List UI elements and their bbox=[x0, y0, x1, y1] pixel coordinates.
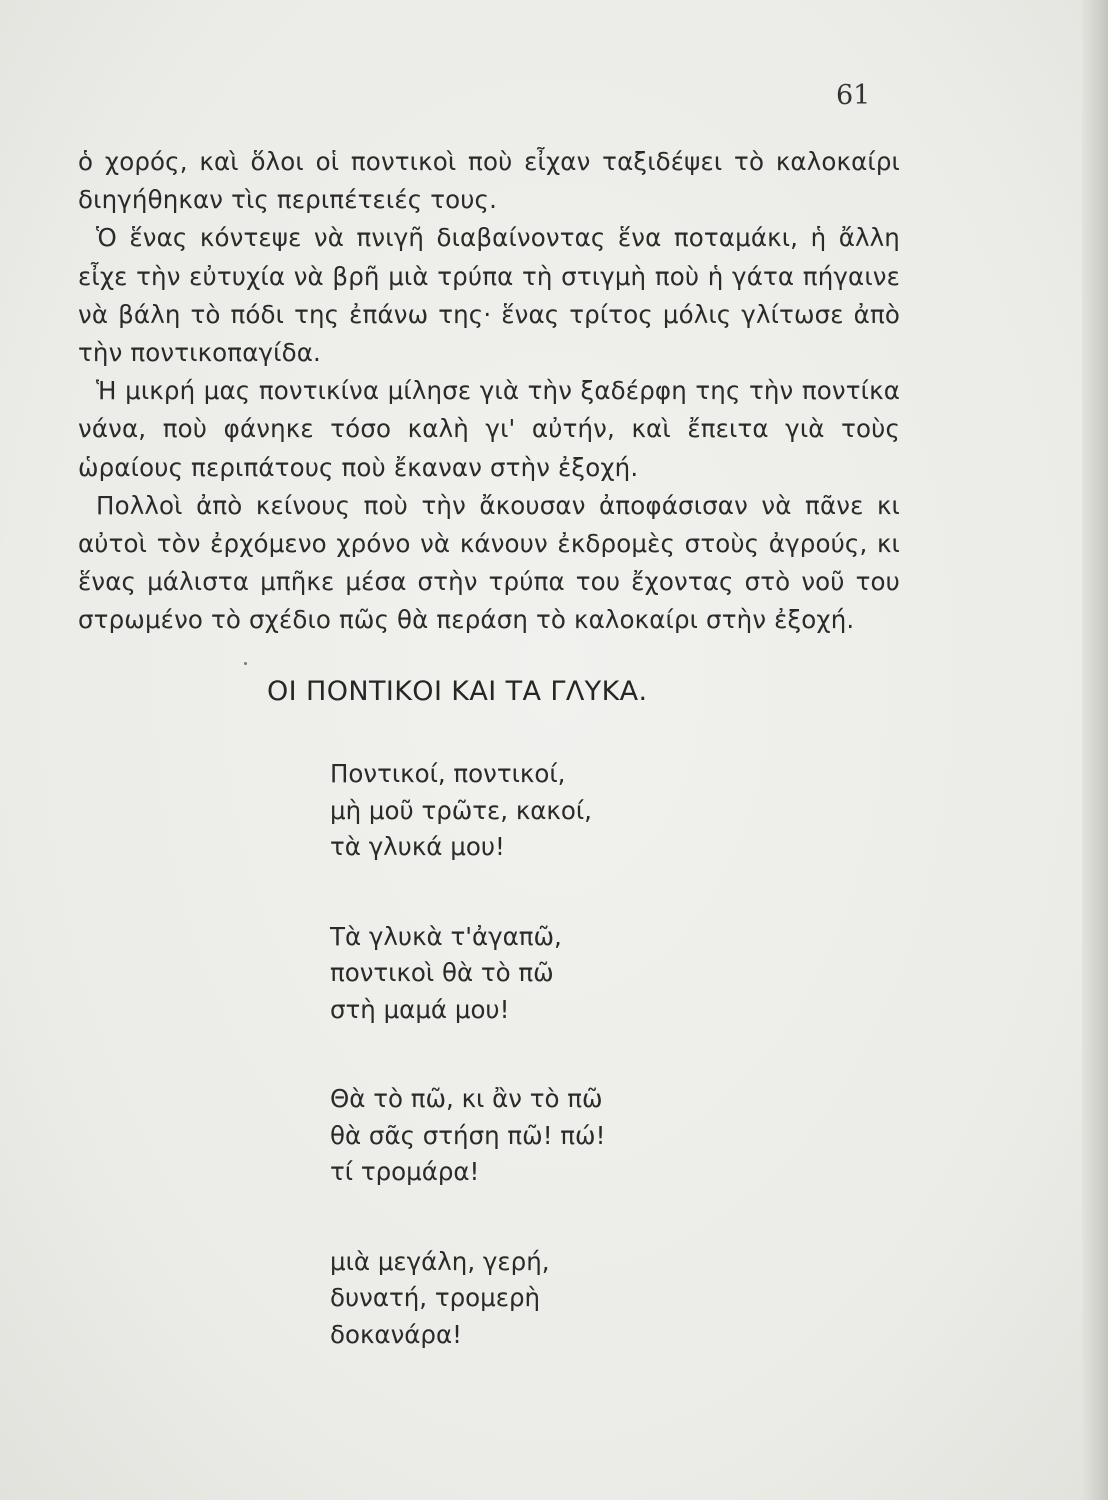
poem bbox=[330, 756, 605, 1406]
poem-stanza bbox=[330, 1244, 605, 1354]
poem-line: θὰ σᾶς στήση πῶ! πώ! bbox=[330, 1120, 606, 1150]
poem-line: Ποντικοί, ποντικοί, bbox=[330, 759, 566, 788]
poem-stanza bbox=[330, 756, 605, 866]
poem-line: δυνατή, τρομερὴ bbox=[330, 1283, 541, 1312]
poem-line: τί τρομάρα! bbox=[330, 1157, 480, 1186]
poem-line: μὴ μοῦ τρῶτε, κακοί, bbox=[330, 795, 592, 825]
poem-title: ΟΙ ΠΟΝΤΙΚΟΙ ΚΑΙ ΤΑ ΓΛΥΚΑ. bbox=[267, 676, 648, 707]
paragraph: Πολλοὶ ἀπὸ κείνους ποὺ τὴν ἄκουσαν ἀποφάσισαν νὰ πᾶνε κι αὐτοὶ τὸν ἐρχόμενο χρόνο νὰ κάνουν ἐκδρομὲς στοὺς ἀγρούς, κι ἕνας μάλιστα μπῆκε μέσα στὴν τρύπα του ἔχοντας στὸ νοῦ του στρωμένο τὸ σχέδιο πῶς θὰ περάση τὸ καλοκαίρι στὴν ἐξοχή. bbox=[78, 490, 900, 635]
poem-line: Τὰ γλυκὰ τ'ἀγαπῶ, bbox=[330, 921, 562, 951]
poem-line: τὰ γλυκά μου! bbox=[330, 832, 505, 861]
poem-line: στὴ μαμά μου! bbox=[330, 994, 510, 1024]
poem-stanza bbox=[330, 919, 605, 1029]
paragraph: ὁ χορός, καὶ ὅλοι οἱ ποντικοὶ ποὺ εἶχαν ταξιδέψει τὸ καλοκαίρι διηγήθηκαν τὶς περιπέτειές τους. bbox=[78, 147, 900, 215]
poem-line: ποντικοὶ θὰ τὸ πῶ bbox=[330, 958, 554, 987]
paragraph: Ἡ μικρή μας ποντικίνα μίλησε γιὰ τὴν ξαδέρφη της τὴν ποντίκα νάνα, ποὺ φάνηκε τόσο καλὴ γι' αὐτήν, καὶ ἔπειτα γιὰ τοὺς ὡραίους περιπάτους ποὺ ἔκαναν στὴν ἐξοχή. bbox=[78, 376, 900, 482]
prose-text bbox=[78, 143, 900, 640]
poem-line: μιὰ μεγάλη, γερή, bbox=[330, 1246, 550, 1276]
poem-stanza bbox=[330, 1081, 605, 1191]
page-number: 61 bbox=[836, 80, 871, 111]
page-edge-shadow bbox=[1082, 0, 1108, 1500]
poem-line: δοκανάρα! bbox=[330, 1319, 462, 1349]
paragraph: Ὁ ἕνας κόντεψε νὰ πνιγῆ διαβαίνοντας ἕνα ποταμάκι, ἡ ἄλλη εἶχε τὴν εὐτυχία νὰ βρῆ μιὰ τρύπα τὴ στιγμὴ ποὺ ἡ γάτα πήγαινε νὰ βάλη τὸ πόδι της ἐπάνω της· ἕνας τρίτος μόλις γλίτωσε ἀπὸ τὴν ποντικοπαγίδα. bbox=[78, 223, 900, 368]
poem-line: Θὰ τὸ πῶ, κι ἂν τὸ πῶ bbox=[330, 1084, 603, 1113]
decorative-dot bbox=[244, 662, 247, 665]
